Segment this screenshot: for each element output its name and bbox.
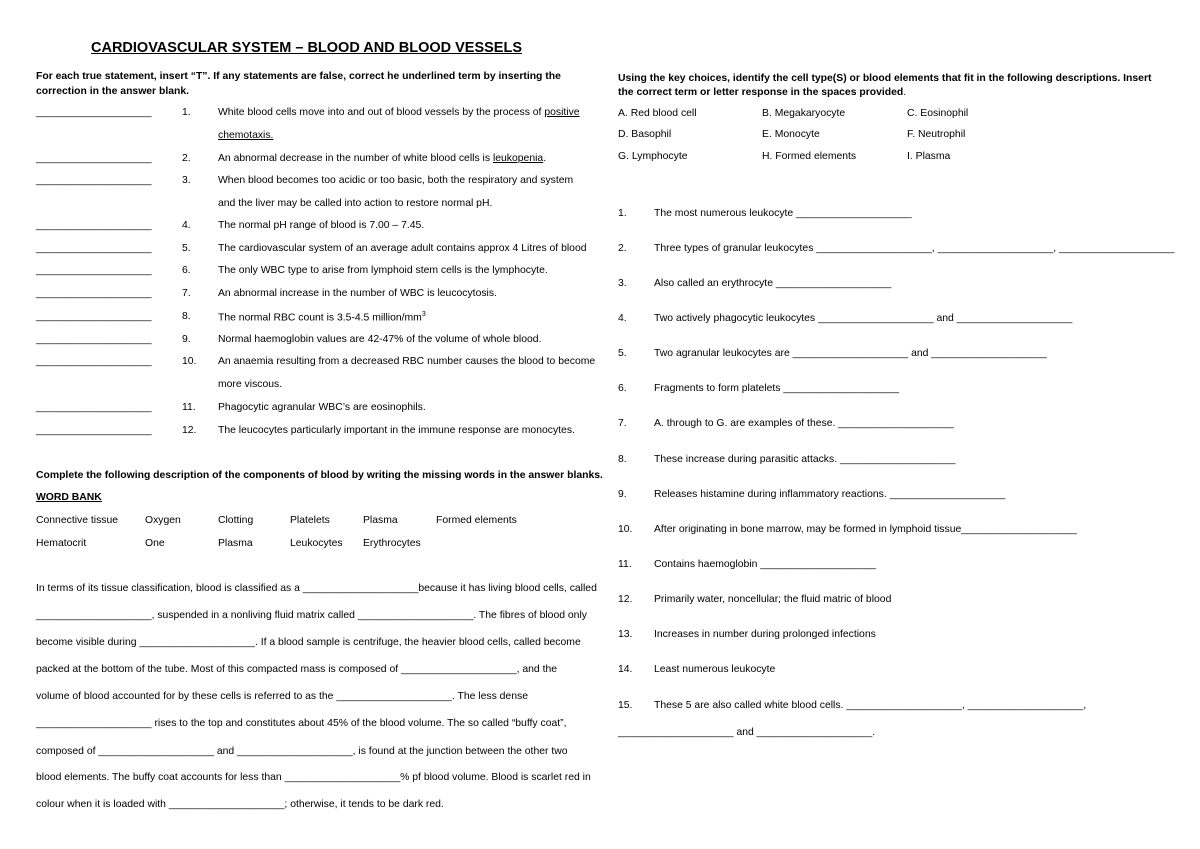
statement-text: The normal RBC count is 3.5-4.5 million/$mm^3$ bbox=[218, 311, 426, 324]
paragraph-line: colour when it is loaded with ____________________; otherwise, it tends to be dark red. bbox=[36, 799, 444, 810]
section2-instruction: Complete the following description of the components of blood by writing the missing words in the answer blanks. bbox=[36, 470, 603, 481]
statement-text: Phagocytic agranular WBC’s are eosinophils. bbox=[218, 402, 426, 413]
answer-blank[interactable]: ____________________ bbox=[36, 402, 152, 413]
description-text: The most numerous leukocyte ____________________ bbox=[654, 208, 912, 219]
item-number: 4. bbox=[618, 313, 627, 324]
key-choice: C. Eosinophil bbox=[907, 108, 969, 119]
description-text: Three types of granular leukocytes ____________________, ____________________, ____________________ bbox=[654, 243, 1175, 254]
description-text: Primarily water, noncellular; the fluid matric of blood bbox=[654, 594, 892, 605]
answer-blank[interactable]: ____________________ bbox=[36, 265, 152, 276]
description-text: Releases histamine during inflammatory reactions. ____________________ bbox=[654, 489, 1006, 500]
item-number: 12. bbox=[182, 425, 197, 436]
item-number: 3. bbox=[618, 278, 627, 289]
item-number: 9. bbox=[182, 334, 191, 345]
key-choice: B. Megakaryocyte bbox=[762, 108, 846, 119]
key-choice: H. Formed elements bbox=[762, 151, 857, 162]
item-number: 10. bbox=[618, 524, 633, 535]
answer-blank[interactable]: ____________________ bbox=[36, 107, 152, 118]
word-bank-item: Formed elements bbox=[436, 515, 517, 526]
word-bank-item: Plasma bbox=[363, 515, 398, 526]
statement-text: When blood becomes too acidic or too basic, both the respiratory and system bbox=[218, 175, 574, 186]
key-choice: I. Plasma bbox=[907, 151, 951, 162]
item-number: 4. bbox=[182, 220, 191, 231]
word-bank-item: Plasma bbox=[218, 538, 253, 549]
key-choice: F. Neutrophil bbox=[907, 129, 966, 140]
description-text: These increase during parasitic attacks. ____________________ bbox=[654, 454, 956, 465]
paragraph-line: blood elements. The buffy coat accounts for less than ____________________% pf blood volume. Blood is scarlet red in bbox=[36, 772, 591, 783]
paragraph-line: become visible during ____________________. If a blood sample is centrifuge, the heavier blood cells, called become bbox=[36, 637, 581, 648]
answer-blank[interactable]: ____________________ bbox=[36, 356, 152, 367]
word-bank-item: Oxygen bbox=[145, 515, 181, 526]
item-number: 1. bbox=[618, 208, 627, 219]
item-number: 5. bbox=[618, 348, 627, 359]
item-number: 14. bbox=[618, 664, 633, 675]
key-choice: A. Red blood cell bbox=[618, 108, 697, 119]
item-number: 1. bbox=[182, 107, 191, 118]
statement-text: White blood cells move into and out of blood vessels by the process of positive bbox=[218, 107, 580, 118]
word-bank-item: Erythrocytes bbox=[363, 538, 421, 549]
word-bank-label: WORD BANK bbox=[36, 492, 102, 503]
item-number: 6. bbox=[182, 265, 191, 276]
item-number: 15. bbox=[618, 700, 633, 711]
statement-text-cont: and the liver may be called into action to restore normal pH. bbox=[218, 198, 493, 209]
word-bank-item: One bbox=[145, 538, 165, 549]
statement-text: An abnormal increase in the number of WBC is leucocytosis. bbox=[218, 288, 497, 299]
item-number: 13. bbox=[618, 629, 633, 640]
item-number: 5. bbox=[182, 243, 191, 254]
item-number: 9. bbox=[618, 489, 627, 500]
item-number: 10. bbox=[182, 356, 197, 367]
description-text: Least numerous leukocyte bbox=[654, 664, 776, 675]
statement-text-cont: chemotaxis. bbox=[218, 130, 274, 141]
word-bank-item: Hematocrit bbox=[36, 538, 87, 549]
description-text: A. through to G. are examples of these. ____________________ bbox=[654, 418, 954, 429]
key-choice: E. Monocyte bbox=[762, 129, 820, 140]
answer-blank[interactable]: ____________________ bbox=[36, 220, 152, 231]
key-choice: G. Lymphocyte bbox=[618, 151, 688, 162]
answer-blank[interactable]: ____________________ bbox=[36, 334, 152, 345]
description-text: Also called an erythrocyte ____________________ bbox=[654, 278, 892, 289]
answer-blank[interactable]: ____________________ bbox=[36, 175, 152, 186]
answer-blank[interactable]: ____________________ bbox=[36, 243, 152, 254]
statement-text: Normal haemoglobin values are 42-47% of the volume of whole blood. bbox=[218, 334, 542, 345]
description-text: Two actively phagocytic leukocytes ____________________ and ____________________ bbox=[654, 313, 1073, 324]
section3-instruction: Using the key choices, identify the cell type(S) or blood elements that fit in the following descriptions. Insert the correct term or letter response in the spaces provided. bbox=[618, 73, 1152, 98]
answer-blank[interactable]: ____________________ bbox=[36, 288, 152, 299]
item-number: 11. bbox=[182, 402, 196, 413]
statement-text: The leucocytes particularly important in the immune response are monocytes. bbox=[218, 425, 575, 436]
statement-text: An anaemia resulting from a decreased RBC number causes the blood to become bbox=[218, 356, 596, 367]
item-number: 2. bbox=[182, 153, 191, 164]
answer-blank[interactable]: ____________________ bbox=[36, 425, 152, 436]
word-bank-item: Leukocytes bbox=[290, 538, 343, 549]
item-number: 6. bbox=[618, 383, 627, 394]
statement-text: The only WBC type to arise from lymphoid stem cells is the lymphocyte. bbox=[218, 265, 548, 276]
description-text: Increases in number during prolonged infections bbox=[654, 629, 876, 640]
paragraph-line: composed of ____________________ and ____________________, is found at the junction between the other two bbox=[36, 746, 568, 757]
statement-text: The cardiovascular system of an average adult contains approx 4 Litres of blood bbox=[218, 243, 587, 254]
item-number: 7. bbox=[618, 418, 627, 429]
item-number: 8. bbox=[618, 454, 627, 465]
description-text: Fragments to form platelets ____________________ bbox=[654, 383, 899, 394]
paragraph-line: packed at the bottom of the tube. Most of this compacted mass is composed of ____________________, and the bbox=[36, 664, 558, 675]
item-number: 12. bbox=[618, 594, 633, 605]
page-title: CARDIOVASCULAR SYSTEM – BLOOD AND BLOOD VESSELS bbox=[91, 40, 523, 56]
item-number: 2. bbox=[618, 243, 627, 254]
item-number: 7. bbox=[182, 288, 191, 299]
item-number: 3. bbox=[182, 175, 191, 186]
section1-instruction: For each true statement, insert “T”. If any statements are false, correct he underlined term by inserting the correction in the answer blank. bbox=[36, 71, 561, 97]
description-text: After originating in bone marrow, may be formed in lymphoid tissue____________________ bbox=[654, 524, 1077, 535]
description-text: These 5 are also called white blood cells. ____________________, ____________________, bbox=[654, 700, 1087, 711]
statement-text: An abnormal decrease in the number of white blood cells is leukopenia. bbox=[218, 153, 547, 164]
word-bank-item: Platelets bbox=[290, 515, 330, 526]
key-choice: D. Basophil bbox=[618, 129, 672, 140]
description-text-cont: ____________________ and ____________________. bbox=[618, 727, 876, 738]
word-bank-item: Connective tissue bbox=[36, 515, 119, 526]
paragraph-line: volume of blood accounted for by these cells is referred to as the ____________________. The less dense bbox=[36, 691, 528, 702]
statement-text: The normal pH range of blood is 7.00 – 7.45. bbox=[218, 220, 425, 231]
statement-text-cont: more viscous. bbox=[218, 379, 283, 390]
item-number: 8. bbox=[182, 311, 191, 322]
paragraph-line: ____________________ rises to the top and constitutes about 45% of the blood volume. The so called “buffy coat”, bbox=[36, 718, 567, 729]
answer-blank[interactable]: ____________________ bbox=[36, 153, 152, 164]
word-bank-item: Clotting bbox=[218, 515, 254, 526]
paragraph-line: ____________________, suspended in a nonliving fluid matrix called ____________________. The fibres of blood only bbox=[36, 610, 587, 621]
paragraph-line: In terms of its tissue classification, blood is classified as a ____________________because it has living blood cells, called bbox=[36, 583, 597, 594]
item-number: 11. bbox=[618, 559, 632, 570]
description-text: Contains haemoglobin ____________________ bbox=[654, 559, 876, 570]
description-text: Two agranular leukocytes are ____________________ and ____________________ bbox=[654, 348, 1047, 359]
answer-blank[interactable]: ____________________ bbox=[36, 311, 152, 322]
